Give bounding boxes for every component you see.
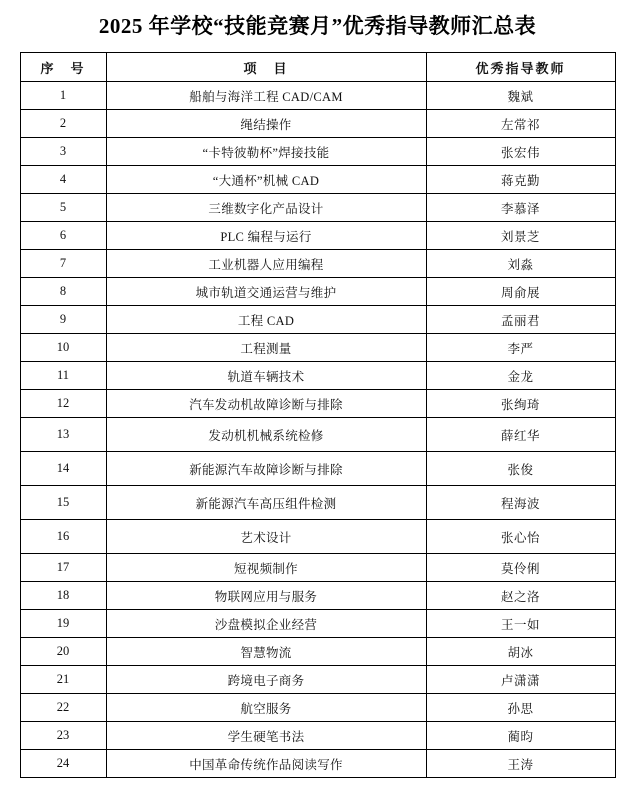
cell-teacher: 李严 <box>426 334 615 362</box>
table-row <box>20 362 615 390</box>
cell-teacher: 张宏伟 <box>426 138 615 166</box>
cell-index: 4 <box>20 166 106 194</box>
table-row <box>20 554 615 582</box>
cell-teacher: 李慕泽 <box>426 194 615 222</box>
cell-project: 三维数字化产品设计 <box>106 194 426 222</box>
table-header-row <box>20 53 615 82</box>
column-header-project: 项 目 <box>106 53 426 82</box>
cell-teacher: 程海波 <box>426 486 615 520</box>
cell-teacher: 薛红华 <box>426 418 615 452</box>
table-row <box>20 306 615 334</box>
cell-project: 绳结操作 <box>106 110 426 138</box>
cell-project: 智慧物流 <box>106 638 426 666</box>
cell-teacher: 张心怡 <box>426 520 615 554</box>
page-title: 2025 年学校“技能竞赛月”优秀指导教师汇总表 <box>98 14 537 38</box>
cell-teacher: 赵之洛 <box>426 582 615 610</box>
cell-project: 物联网应用与服务 <box>106 582 426 610</box>
table-row <box>20 666 615 694</box>
table-row <box>20 610 615 638</box>
table-row <box>20 166 615 194</box>
cell-project: 中国革命传统作品阅读写作 <box>106 750 426 778</box>
cell-project: 新能源汽车高压组件检测 <box>106 486 426 520</box>
cell-index: 8 <box>20 278 106 306</box>
cell-project: 工程 CAD <box>106 306 426 334</box>
table-row <box>20 452 615 486</box>
cell-index: 3 <box>20 138 106 166</box>
cell-project: 汽车发动机故障诊断与排除 <box>106 390 426 418</box>
cell-project: 新能源汽车故障诊断与排除 <box>106 452 426 486</box>
cell-project: 学生硬笔书法 <box>106 722 426 750</box>
table-row <box>20 194 615 222</box>
cell-teacher: 魏斌 <box>426 82 615 110</box>
table-row <box>20 694 615 722</box>
cell-teacher: 蔺昀 <box>426 722 615 750</box>
cell-teacher: 张绚琦 <box>426 390 615 418</box>
column-header-teacher: 优秀指导教师 <box>426 53 615 82</box>
table-row <box>20 250 615 278</box>
cell-index: 21 <box>20 666 106 694</box>
cell-project: 短视频制作 <box>106 554 426 582</box>
table-row <box>20 334 615 362</box>
cell-index: 11 <box>20 362 106 390</box>
cell-teacher: 王一如 <box>426 610 615 638</box>
cell-index: 22 <box>20 694 106 722</box>
table-row <box>20 486 615 520</box>
cell-teacher: 左常祁 <box>426 110 615 138</box>
cell-teacher: 周俞展 <box>426 278 615 306</box>
cell-project: 工业机器人应用编程 <box>106 250 426 278</box>
cell-index: 7 <box>20 250 106 278</box>
table-row <box>20 722 615 750</box>
cell-teacher: 孟丽君 <box>426 306 615 334</box>
cell-index: 16 <box>20 520 106 554</box>
cell-index: 9 <box>20 306 106 334</box>
table-body <box>20 82 615 778</box>
cell-index: 13 <box>20 418 106 452</box>
cell-project: 艺术设计 <box>106 520 426 554</box>
table-row <box>20 222 615 250</box>
table-row <box>20 520 615 554</box>
table-row <box>20 638 615 666</box>
cell-project: 航空服务 <box>106 694 426 722</box>
cell-project: 城市轨道交通运营与维护 <box>106 278 426 306</box>
cell-project: PLC 编程与运行 <box>106 222 426 250</box>
cell-index: 1 <box>20 82 106 110</box>
cell-index: 2 <box>20 110 106 138</box>
table-row <box>20 390 615 418</box>
cell-teacher: 胡冰 <box>426 638 615 666</box>
cell-index: 19 <box>20 610 106 638</box>
cell-index: 6 <box>20 222 106 250</box>
table-row <box>20 582 615 610</box>
cell-index: 24 <box>20 750 106 778</box>
cell-project: 发动机机械系统检修 <box>106 418 426 452</box>
cell-index: 10 <box>20 334 106 362</box>
cell-index: 18 <box>20 582 106 610</box>
table-row <box>20 418 615 452</box>
cell-teacher: 金龙 <box>426 362 615 390</box>
cell-teacher: 蒋克勤 <box>426 166 615 194</box>
cell-teacher: 王涛 <box>426 750 615 778</box>
cell-project: 轨道车辆技术 <box>106 362 426 390</box>
cell-teacher: 卢潇潇 <box>426 666 615 694</box>
table-row <box>20 110 615 138</box>
cell-index: 20 <box>20 638 106 666</box>
cell-index: 17 <box>20 554 106 582</box>
summary-table <box>20 52 616 778</box>
cell-project: 沙盘模拟企业经营 <box>106 610 426 638</box>
table-header <box>20 53 615 82</box>
cell-teacher: 张俊 <box>426 452 615 486</box>
cell-index: 23 <box>20 722 106 750</box>
cell-teacher: 刘景芝 <box>426 222 615 250</box>
cell-index: 12 <box>20 390 106 418</box>
cell-teacher: 莫伶俐 <box>426 554 615 582</box>
cell-project: 跨境电子商务 <box>106 666 426 694</box>
table-row <box>20 138 615 166</box>
cell-teacher: 孙思 <box>426 694 615 722</box>
cell-project: 工程测量 <box>106 334 426 362</box>
cell-project: “卡特彼勒杯”焊接技能 <box>106 138 426 166</box>
cell-index: 15 <box>20 486 106 520</box>
cell-index: 14 <box>20 452 106 486</box>
column-header-index: 序 号 <box>20 53 106 82</box>
cell-teacher: 刘淼 <box>426 250 615 278</box>
table-row <box>20 750 615 778</box>
table-row <box>20 278 615 306</box>
cell-index: 5 <box>20 194 106 222</box>
table-row <box>20 82 615 110</box>
cell-project: “大通杯”机械 CAD <box>106 166 426 194</box>
document-page <box>0 10 635 810</box>
cell-project: 船舶与海洋工程 CAD/CAM <box>106 82 426 110</box>
